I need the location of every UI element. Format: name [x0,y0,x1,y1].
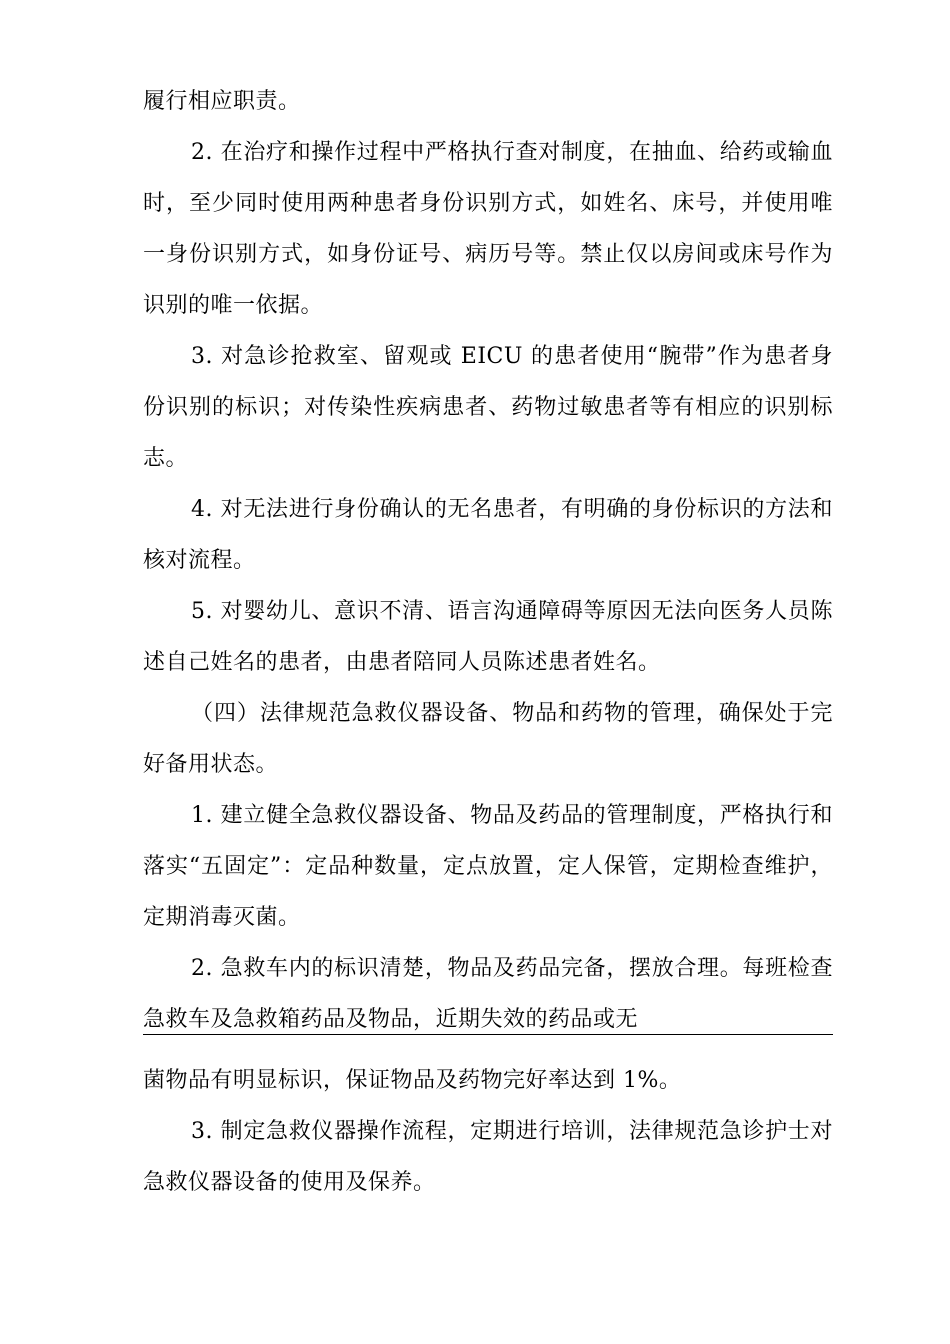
body-lower [143,1055,833,1208]
paragraph-item-3: 3. 对急诊抢救室、留观或 EICU 的患者使用“腕带”作为患者身份识别的标识；对传染性疾病患者、药物过敏患者等有相应的识别标志。 [143,344,833,471]
paragraph-continuation: 菌物品有明显标识，保证物品及药物完好率达到 1%。 [143,1068,682,1093]
paragraph-fragment: 履行相应职责。 [143,89,301,114]
body-upper [143,76,833,1045]
paragraph-item-2b: 2. 急救车内的标识清楚，物品及药品完备，摆放合理。每班检查急救车及急救箱药品及物品，近期失效的药品或无 [143,956,833,1032]
paragraph-item-4: 4. 对无法进行身份确认的无名患者，有明确的身份标识的方法和核对流程。 [143,497,833,573]
page-divider [143,1034,833,1035]
section-heading-4: （四）法律规范急救仪器设备、物品和药物的管理，确保处于完好备用状态。 [143,701,833,777]
paragraph-item-3b: 3. 制定急救仪器操作流程，定期进行培训，法律规范急诊护士对急救仪器设备的使用及保养。 [143,1119,833,1195]
paragraph-item-2: 2. 在治疗和操作过程中严格执行查对制度，在抽血、给药或输血时，至少同时使用两种患者身份识别方式，如姓名、床号，并使用唯一身份识别方式，如身份证号、病历号等。禁止仅以房间或床号作为识别的唯一依据。 [143,140,833,318]
paragraph-item-1: 1. 建立健全急救仪器设备、物品及药品的管理制度，严格执行和落实“五固定”：定品种数量，定点放置，定人保管，定期检查维护，定期消毒灭菌。 [143,803,833,930]
paragraph-item-5: 5. 对婴幼儿、意识不清、语言沟通障碍等原因无法向医务人员陈述自己姓名的患者，由患者陪同人员陈述患者姓名。 [143,599,833,675]
